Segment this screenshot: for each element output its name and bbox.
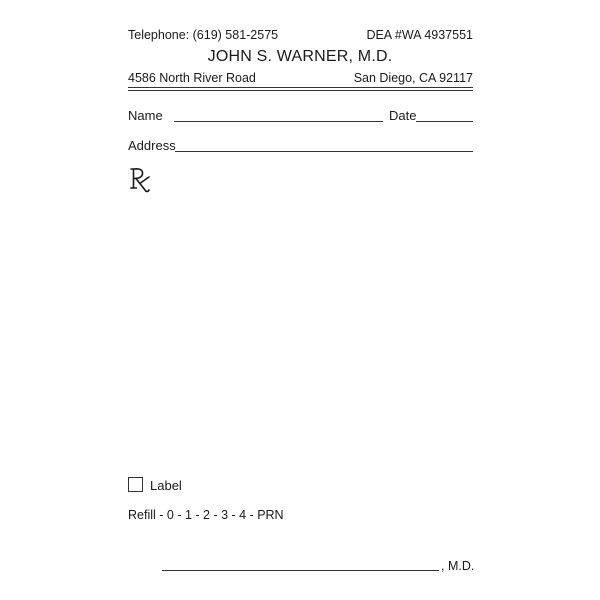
date-label: Date — [389, 108, 417, 123]
street-address: 4586 North River Road — [128, 71, 256, 85]
signature-field[interactable] — [162, 570, 439, 571]
dea-number: DEA #WA 4937551 — [366, 28, 473, 42]
header-divider-bottom — [128, 90, 473, 91]
city-state-zip: San Diego, CA 92117 — [353, 71, 473, 85]
address-label: Address — [128, 138, 176, 153]
date-field[interactable] — [416, 121, 473, 122]
doctor-name: JOHN S. WARNER, M.D. — [207, 48, 393, 65]
rx-icon — [128, 166, 154, 194]
name-field[interactable] — [174, 121, 383, 122]
header-divider-top — [128, 87, 473, 88]
refill-options: Refill - 0 - 1 - 2 - 3 - 4 - PRN — [128, 508, 284, 522]
signature-md-suffix: , M.D. — [441, 559, 475, 573]
name-label: Name — [128, 108, 163, 123]
label-checkbox[interactable] — [128, 477, 143, 492]
telephone-number: Telephone: (619) 581-2575 — [128, 28, 279, 42]
label-checkbox-text: Label — [150, 478, 182, 493]
address-field[interactable] — [175, 151, 473, 152]
